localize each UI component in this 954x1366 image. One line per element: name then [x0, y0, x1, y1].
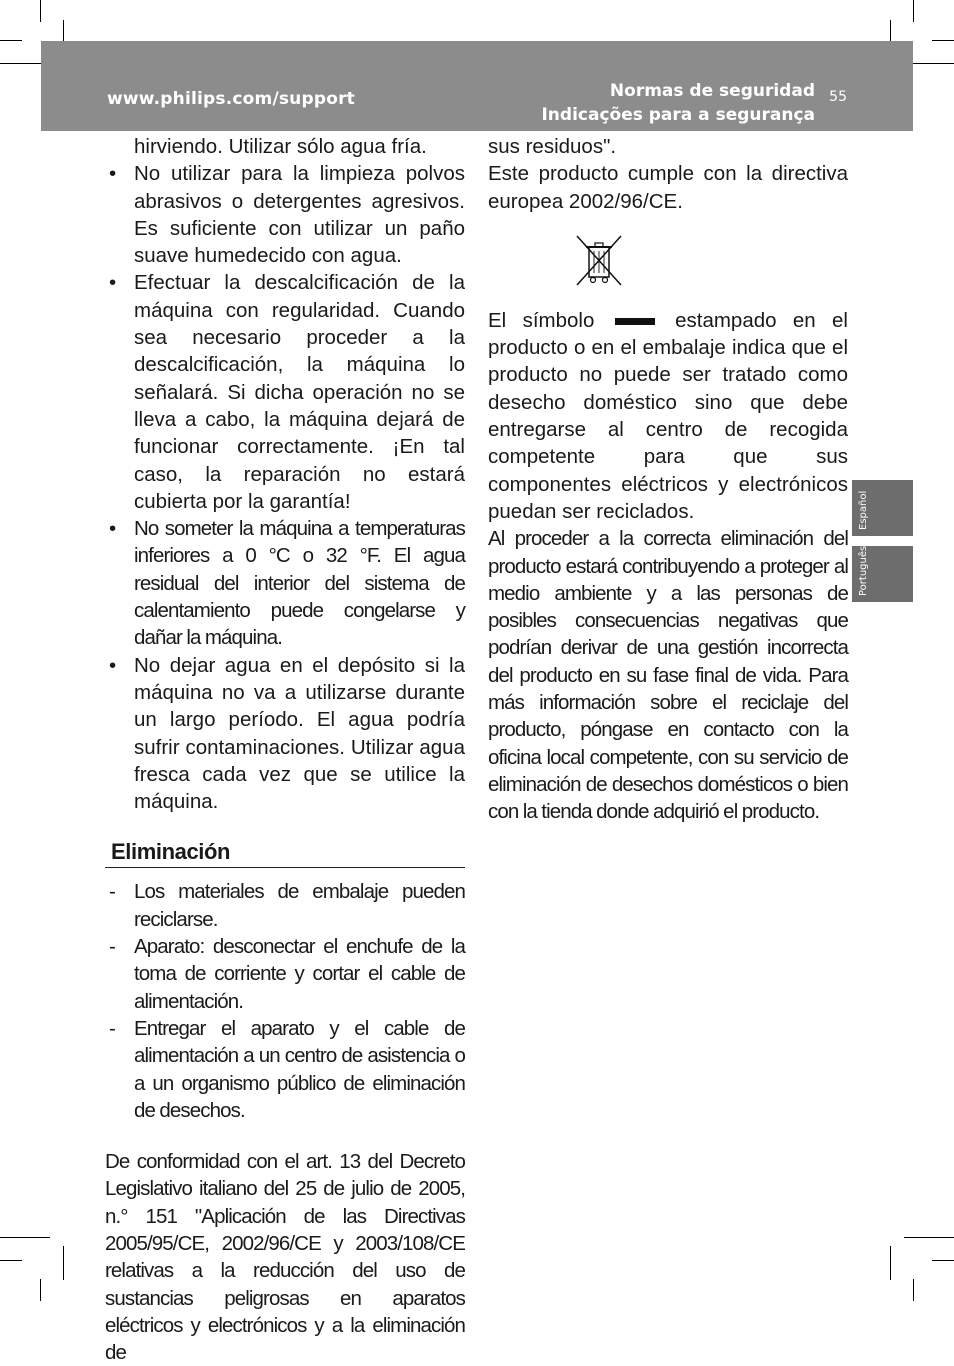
symbol-paragraph	[488, 307, 848, 525]
symbol-text-before: El símbolo	[488, 308, 595, 332]
weee-bar-icon	[615, 318, 655, 325]
list-item	[105, 269, 465, 515]
disposal-dash-list	[105, 878, 465, 1124]
paragraph-continuation: hirviendo. Utilizar sólo agua fría.	[134, 135, 427, 158]
weee-symbol-area	[488, 225, 848, 307]
list-item	[105, 933, 465, 1015]
page-header	[41, 41, 913, 131]
support-url[interactable]: www.philips.com/support	[107, 89, 356, 109]
dash-mark: -	[109, 935, 115, 959]
safety-bullet-list	[105, 160, 465, 815]
list-item	[105, 515, 465, 651]
tab-portugues[interactable]	[852, 546, 913, 602]
tab-label: Español	[858, 490, 869, 530]
list-item	[105, 160, 465, 269]
crop-mark	[932, 40, 954, 41]
directive-paragraph: Este producto cumple con la directiva europea 2002/96/CE.	[488, 162, 848, 213]
dash-mark: -	[109, 880, 115, 904]
section-heading-disposal: Eliminación	[105, 837, 465, 868]
dash-mark: -	[109, 1016, 115, 1040]
left-column	[105, 133, 465, 1366]
crop-mark	[0, 1260, 22, 1261]
list-item	[105, 1015, 465, 1124]
crop-mark	[0, 1237, 50, 1238]
list-item-text: Aparato: desconectar el enchufe de la toma de corriente y cortar el cable de alimentación.	[134, 935, 465, 1013]
list-item	[105, 878, 465, 933]
list-item-text: No someter la máquina a temperaturas inferiores a 0 °C o 32 °F. El agua residual del interior del sistema de calentamiento puede congelarse y dañar la máquina.	[134, 517, 465, 650]
tab-espanol[interactable]	[852, 480, 913, 536]
list-item-text: Entregar el aparato y el cable de alimentación a un centro de asistencia o a un organismo público de eliminación de desechos.	[134, 1016, 465, 1122]
crop-mark	[40, 0, 41, 22]
crop-mark	[913, 0, 914, 22]
title-portuguese: Indicações para a segurança	[541, 105, 815, 125]
crop-mark	[932, 1260, 954, 1261]
crop-mark	[40, 1279, 41, 1301]
list-item-text: Los materiales de embalaje pueden reciclarse.	[134, 880, 465, 931]
list-item-text: No utilizar para la limpieza polvos abrasivos o detergentes agresivos. Es suficiente con utilizar un paño suave humedecido con agua.	[134, 162, 465, 268]
crop-mark	[913, 1279, 914, 1301]
header-titles	[541, 79, 815, 127]
bullet-mark: •	[109, 271, 117, 295]
list-item-text: No dejar agua en el depósito si la máquina no va a utilizarse durante un largo período. El agua podría sufrir contaminaciones. Utilizar agua fresca cada vez que se utilice la máquina.	[134, 653, 465, 814]
symbol-text-after: estampado en el producto o en el embalaje indica que el producto no puede ser tratado como desecho doméstico sino que debe entregarse al centro de recogida competente para que sus componentes eléctricos y electrónicos puedan ser reciclados.	[488, 308, 848, 523]
disposal-paragraph: Al proceder a la correcta eliminación del producto estará contribuyendo a proteger al medio ambiente y a las personas de posibles consecuencias negativas que podrían derivar de una gestión incorrecta del producto en su fase final de vida. Para más información sobre el reciclaje del producto, póngase en contacto con la oficina local competente, con su servicio de eliminación de desechos domésticos o bien con la tienda donde adquirió el producto.	[488, 527, 848, 824]
crossed-out-bin-icon	[574, 233, 624, 291]
bullet-mark: •	[109, 653, 117, 677]
list-item-text: Efectuar la descalcificación de la máquina con regularidad. Cuando sea necesario proceder a la descalcificación, la máquina lo señalará. Si dicha operación no se lleva a cabo, la máquina dejará de funcionar correctamente. ¡En tal caso, la reparación no estará cubierta por la garantía!	[134, 271, 465, 513]
bullet-mark: •	[109, 162, 117, 186]
crop-mark	[0, 40, 22, 41]
spacer	[105, 1124, 465, 1148]
decree-paragraph: De conformidad con el art. 13 del Decreto Legislativo italiano del 25 de julio de 2005, n.° 151 "Aplicación de las Directivas 2005/95/CE, 2002/96/CE y 2003/108/CE relativas a la reducción del uso de sustancias peligrosas en aparatos eléctricos y electrónicos y a la eliminación de	[105, 1150, 465, 1365]
title-spanish: Normas de seguridad	[609, 81, 815, 101]
crop-mark	[63, 1246, 64, 1280]
crop-mark	[904, 1237, 954, 1238]
list-item	[105, 652, 465, 816]
tab-label: Português	[858, 545, 869, 596]
right-column	[488, 133, 848, 826]
bullet-mark: •	[109, 517, 116, 541]
crop-mark	[890, 1246, 891, 1280]
paragraph-continuation: sus residuos".	[488, 135, 617, 158]
page-number: 55	[829, 89, 847, 105]
